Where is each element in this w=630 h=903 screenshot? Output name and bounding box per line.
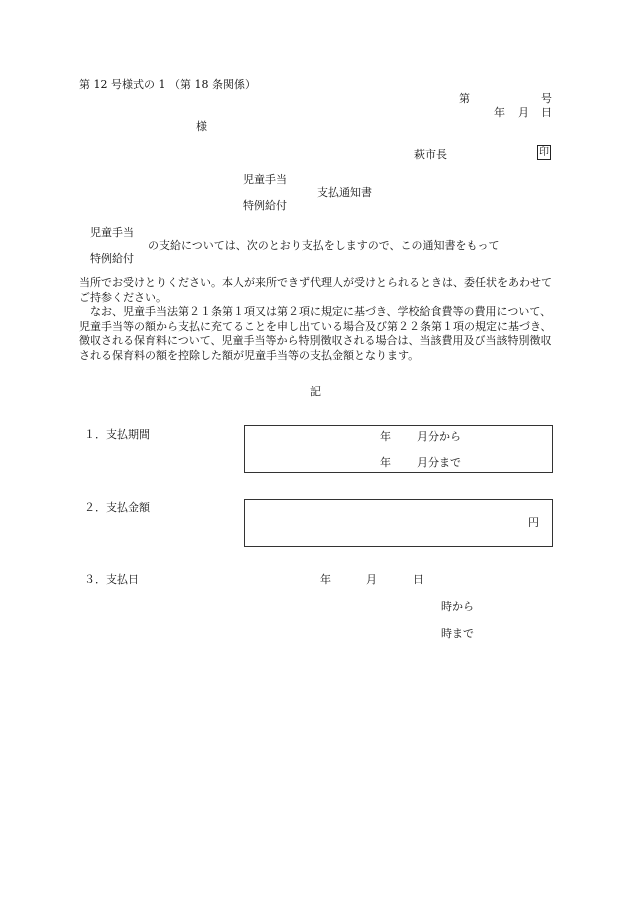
issuer: 萩市長: [414, 148, 447, 161]
date-label: ３．支払日: [84, 573, 139, 586]
lead-middle: の支給については、次のとおり支払をしますので、この通知書をもって: [148, 239, 500, 252]
payment-month: 月: [366, 573, 377, 586]
body-text: [79, 276, 553, 364]
date-month: 月: [518, 106, 529, 119]
payment-year: 年: [320, 573, 331, 586]
body-paragraph-2: なお、児童手当法第２１条第１項又は第２項に規定に基づき、学校給食費等の費用について、児童手当等の額から支払に充てることを申し出ている場合及び第２２条第１項の規定に基づき、徴収される保育料について、児童手当等から特別徴収される場合は、当該費用及び当該特別徴収される保育料の額を控除した額が児童手当等の支払金額となります。: [79, 305, 552, 362]
amount-unit: 円: [528, 516, 539, 529]
recipient-suffix: 様: [196, 120, 207, 133]
amount-box: [244, 499, 553, 547]
lead-bottom: 特例給付: [90, 252, 134, 265]
period-from-month: 月分から: [417, 430, 461, 443]
period-from-year: 年: [380, 430, 391, 443]
title-line-3: 特例給付: [243, 199, 287, 212]
seal-stamp: 印: [539, 147, 549, 158]
period-to-year: 年: [380, 456, 391, 469]
period-box: [244, 425, 553, 473]
title-line-2: 支払通知書: [317, 186, 372, 199]
document-number-suffix: 号: [541, 92, 552, 105]
amount-label: ２．支払金額: [84, 501, 150, 514]
date-day: 日: [541, 106, 552, 119]
payment-day: 日: [413, 573, 424, 586]
lead-top: 児童手当: [90, 226, 134, 239]
ki-heading: 記: [310, 385, 321, 398]
form-number: 第 12 号様式の 1 （第 18 条関係）: [79, 78, 256, 91]
title-line-1: 児童手当: [243, 173, 287, 186]
period-to-month: 月分まで: [417, 456, 461, 469]
period-label: １．支払期間: [84, 428, 150, 441]
date-year: 年: [494, 106, 505, 119]
time-to: 時まで: [441, 627, 474, 640]
body-paragraph-1: 当所でお受けとりください。本人が来所できず代理人が受けとられるときは、委任状をあわせてご持参ください。: [79, 276, 552, 304]
document-number-prefix: 第: [459, 92, 470, 105]
time-from: 時から: [441, 600, 474, 613]
